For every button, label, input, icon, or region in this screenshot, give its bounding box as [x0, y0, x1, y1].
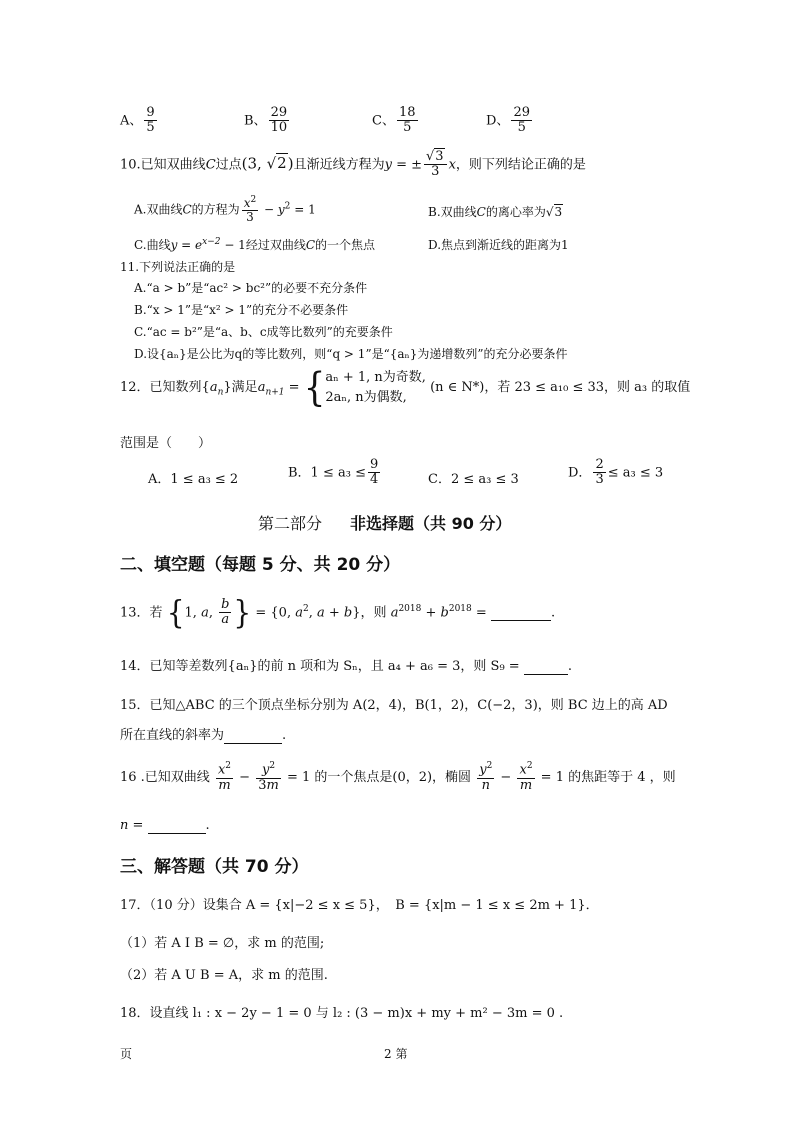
denominator: 3	[595, 472, 604, 488]
answer-blank[interactable]	[224, 728, 282, 744]
section2-heading: 二、填空题（每题 5 分、共 20 分）	[120, 555, 401, 575]
q16-post: 的焦距等于 4 ，则	[568, 769, 676, 785]
q11-stem: 11.下列说法正确的是	[120, 260, 236, 274]
option-c-text: C.曲线	[134, 238, 171, 252]
option-b-tail: 的离心率为	[485, 205, 546, 219]
answer-blank[interactable]	[491, 605, 551, 621]
option-c-mid: 经过双曲线	[245, 238, 306, 252]
q10-stem-a: 10.已知双曲线	[120, 157, 206, 173]
q17-part1: （1）若 A I B = ∅，求 m 的范围;	[120, 936, 325, 951]
option-a-text: A.双曲线	[134, 202, 183, 217]
q17-stem: 17．（10 分）设集合 A = {x|−2 ≤ x ≤ 5}， B = {x|m − 1 ≤ x ≤ 2m + 1}．	[120, 898, 599, 913]
q10-option-b: B.双曲线C的离心率为√3	[428, 205, 563, 219]
q15-line1: 15．已知△ABC 的三个顶点坐标分别为 A(2，4)，B(1，2)，C(−2，3)，则 BC 边上的高 AD	[120, 698, 668, 713]
part2-right: 非选择题（共 90 分）	[350, 514, 512, 533]
denominator: 3m	[258, 777, 279, 793]
option-d-post: ≤ a₃ ≤ 3	[607, 465, 664, 481]
option-label: A、	[120, 113, 143, 129]
q10-stem-c: 且渐近线方程为	[293, 157, 385, 173]
q10-option-c: C.曲线$y = e^{x-2} - 1$经过双曲线C的一个焦点	[134, 237, 376, 252]
q9-option-d	[486, 106, 534, 136]
denominator: 5	[517, 120, 526, 136]
q16-tail: .	[205, 818, 210, 833]
case-odd: aₙ + 1, n为奇数,	[325, 370, 426, 385]
option-b-pre: B．1 ≤ a₃ ≤	[288, 465, 366, 481]
numerator: $x^2$	[243, 195, 257, 210]
case-even: 2aₙ, n为偶数,	[325, 389, 407, 405]
denominator: 3	[431, 164, 440, 180]
option-label: D、	[486, 113, 510, 129]
q12-option-c: C．2 ≤ a₃ ≤ 3	[428, 472, 519, 487]
option-a-tail: 的方程为	[191, 202, 240, 217]
asymptote-x: x	[448, 157, 456, 173]
numerator: 29	[513, 105, 530, 120]
numerator: 18	[398, 105, 416, 120]
q10-stem-d: ，则下列结论正确的是	[455, 157, 586, 173]
answer-blank[interactable]	[148, 818, 206, 834]
q12-option-b	[288, 458, 382, 488]
denominator: 3	[246, 210, 254, 225]
q12-stem: 12．已知数列$\{a_n\}$满足$a_{n+1}$ = { aₙ + 1, n为奇数, 2aₙ, n为偶数, (n ∈ N*)，若 23 ≤ a₁₀ ≤ 33，则 a₃ 的取值	[120, 364, 691, 411]
option-d-pre: D．	[568, 465, 592, 481]
curve-c: C	[205, 157, 216, 173]
q9-option-c	[372, 106, 420, 136]
q16-line2-text: n =	[120, 818, 144, 833]
numerator: $y^2$	[479, 761, 493, 778]
footer-page-number: 2 第	[384, 1047, 408, 1061]
q15-tail: .	[282, 728, 287, 743]
option-c-tail: 的一个焦点	[315, 238, 376, 252]
numerator: 29	[270, 105, 288, 120]
q11-option-a: A.“a > b”是“ac² > bc²”的必要不充分条件	[134, 281, 368, 295]
q13-tail: .	[550, 605, 556, 621]
denominator: n	[481, 777, 490, 793]
q16-line2	[120, 818, 210, 834]
q14-text: 14．已知等差数列{aₙ}的前 n 项和为 Sₙ，且 a₄ + a₆ = 3，则 S₉ =	[120, 659, 520, 674]
denominator: m	[519, 777, 533, 793]
set-brace: }	[233, 593, 252, 632]
numerator: 9	[146, 105, 155, 120]
q13-pre: 13．若	[120, 605, 163, 621]
denominator: 5	[403, 120, 412, 136]
q11-option-c: C.“ac = b²”是“a、b、c成等比数列”的充要条件	[134, 325, 393, 339]
q16-line1: 16 .已知双曲线 $\frac{x^2}{m}$ − $\frac{y^2}{3m}$ = 1 的一个焦点是(0，2)，椭圆 $\frac{y^2}{n}$ − $\frac{x^2}{m}$ = 1 的焦距等于 4 ，则	[120, 761, 676, 793]
numerator: 9	[369, 457, 379, 472]
q18-stem: 18．设直线 l₁ : x − 2y − 1 = 0 与 l₂ : (3 − m)x + my + m² − 3m = 0 .	[120, 1006, 564, 1021]
numerator: √3	[424, 150, 447, 165]
q13: 13．若 {1, a, $\frac{b}{a}$ } = {0, $a^2$, a + b}，则 $a^{2018} + b^{2018}$ = .	[120, 593, 556, 632]
asymptote-lhs: y	[384, 157, 392, 173]
part2-heading	[258, 511, 511, 534]
left-brace: {	[303, 364, 326, 411]
denominator: 5	[146, 120, 155, 136]
q12-stem-a: 12．已知数列	[120, 380, 202, 395]
q9-option-a	[120, 106, 159, 136]
q15-line2	[120, 724, 286, 744]
q16-pre: 16 .已知双曲线	[120, 769, 210, 785]
curve-c: C	[182, 202, 192, 217]
q9-options	[120, 96, 620, 136]
q10-stem-b: 过点	[215, 157, 242, 173]
q11-option-d: D.设{aₙ}是公比为q的等比数列，则“q > 1”是“{aₙ}为递增数列”的充分必要条件	[134, 347, 568, 361]
q16-mid: 的一个焦点是(0，2)，椭圆	[314, 769, 472, 785]
footer-left: 页	[120, 1047, 133, 1061]
denominator: a	[221, 612, 230, 628]
denominator: 4	[369, 472, 379, 488]
q12-stem-c: ，若 23 ≤ a₁₀ ≤ 33，则 a₃ 的取值	[484, 380, 691, 395]
denominator: m	[218, 777, 231, 793]
option-label: B、	[244, 113, 267, 129]
q14	[120, 655, 572, 675]
curve-c: C	[305, 238, 316, 252]
q10-option-d: D.焦点到渐近线的距离为1	[428, 238, 569, 252]
q12-option-a: A．1 ≤ a₃ ≤ 2	[148, 472, 239, 487]
section3-heading: 三、解答题（共 70 分）	[120, 857, 309, 877]
part2-left: 第二部分	[258, 514, 323, 533]
option-b-text: B.双曲线	[428, 205, 477, 219]
numerator: $x^2$	[217, 761, 232, 778]
piecewise-cases	[325, 368, 426, 407]
numerator: 2	[595, 457, 604, 472]
numerator: $x^2$	[519, 761, 533, 778]
set-brace: {	[166, 593, 185, 632]
answer-blank[interactable]	[524, 659, 568, 675]
option-label: C、	[372, 113, 395, 129]
q10-stem: 10.已知双曲线C过点(3, √2)且渐近线方程为y = ± $\frac{√3}{3}$ x，则下列结论正确的是	[120, 149, 586, 180]
q11-option-b: B.“x > 1”是“x² > 1”的充分不必要条件	[134, 303, 349, 317]
curve-c: C	[476, 205, 486, 219]
numerator: b	[221, 597, 230, 612]
q9-option-b	[244, 106, 291, 136]
q12-condition: (n ∈ N*)	[430, 380, 485, 395]
q15-line2-text: 所在直线的斜率为	[120, 728, 225, 743]
point-expr: (3, √2)	[241, 154, 294, 173]
q12-option-d	[568, 458, 663, 488]
q13-post: ，则	[360, 605, 387, 621]
q12-stem-line2: 范围是（ ）	[120, 436, 212, 451]
numerator: $y^2$	[256, 762, 281, 779]
denominator: 10	[270, 120, 288, 136]
q12-stem-b: 满足	[231, 380, 258, 395]
q14-tail: .	[567, 659, 572, 674]
q10-option-a: A.双曲线C的方程为 $\frac{x^2}{3}$ − $y^2 = 1$	[134, 195, 316, 225]
q17-part2: （2）若 A U B = A，求 m 的范围.	[120, 968, 328, 983]
q12-options	[148, 456, 708, 500]
